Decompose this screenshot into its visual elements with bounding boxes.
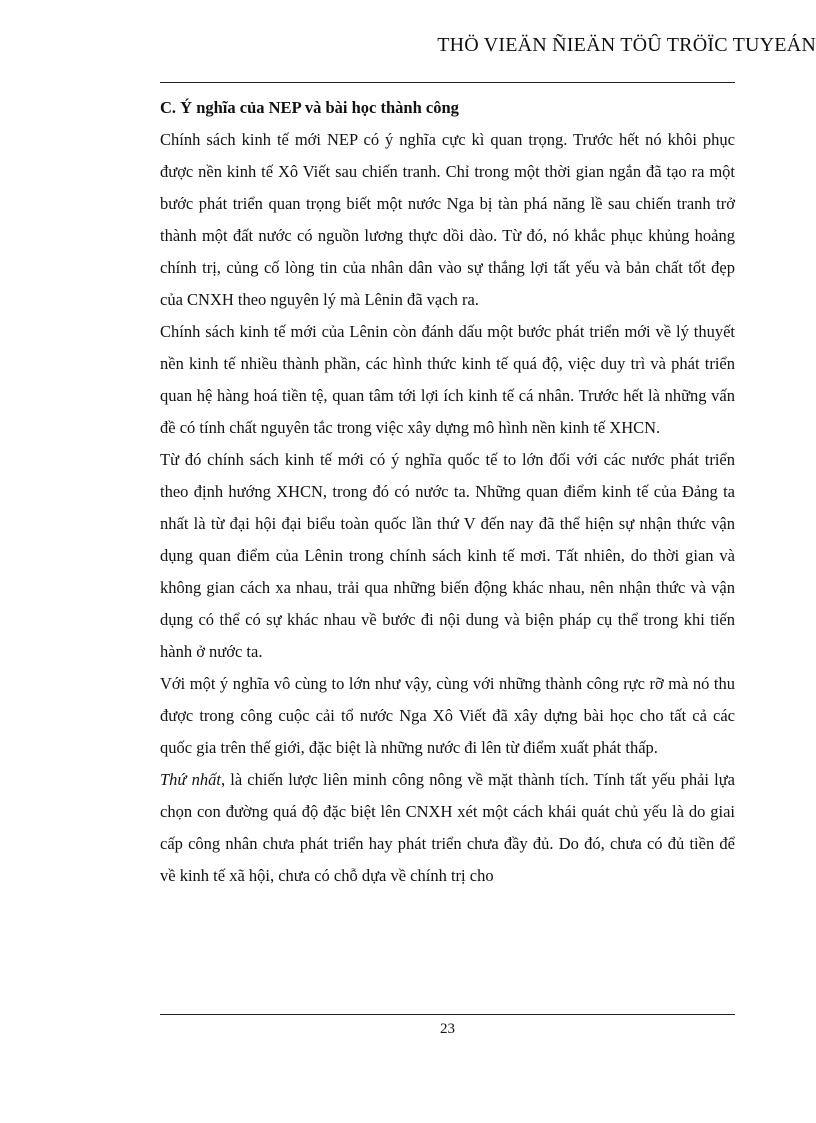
page-number: 23	[440, 1021, 455, 1037]
paragraph-4: Với một ý nghĩa vô cùng to lớn như vậy, cùng với những thành công rực rỡ mà nó thu được trong công cuộc cải tổ nước Nga Xô Viết đã xây dựng bài học cho tất cả các quốc gia trên thế giới, đặc biệt là những nước đi lên từ điểm xuất phát thấp.	[160, 674, 735, 757]
paragraph-3: Từ đó chính sách kinh tế mới có ý nghĩa quốc tế to lớn đối với các nước phát triển theo định hướng XHCN, trong đó có nước ta. Những quan điểm kinh tế của Đảng ta nhất là từ đại hội đại biểu toàn quốc lần thứ V đến nay đã thể hiện sự nhận thức vận dụng quan điểm của Lênin trong chính sách kinh tế mơi. Tất nhiên, do thời gian và không gian cách xa nhau, trải qua những biến động khác nhau, nên nhận thức và vận dụng có thể có sự khác nhau về bước đi nội dung và biện pháp cụ thể trong khi tiến hành ở nước ta.	[160, 450, 735, 661]
paragraph-1: Chính sách kinh tế mới NEP có ý nghĩa cực kì quan trọng. Trước hết nó khôi phục được nền kinh tế Xô Viết sau chiến tranh. Chỉ trong một thời gian ngắn đã tạo ra một bước phát triển quan trọng biết một nước Nga bị tàn phá năng lề sau chiến tranh trở thành một đất nước có nguồn lương thực dồi dào. Từ đó, nó khắc phục khủng hoảng chính trị, củng cố lòng tin của nhân dân vào sự thắng lợi tất yếu và bản chất tốt đẹp của CNXH theo nguyên lý mà Lênin đã vạch ra.	[160, 130, 735, 309]
footer-rule	[160, 1014, 735, 1015]
page-body	[160, 92, 735, 892]
paragraph-5	[160, 764, 735, 892]
running-header: THÖ VIEÄN ÑIEÄN TÖÛ TRÖÏC TUYEÁN	[437, 34, 816, 56]
paragraph-2: Chính sách kinh tế mới của Lênin còn đánh dấu một bước phát triển mới về lý thuyết nền kinh tế nhiều thành phần, các hình thức kinh tế quá độ, việc duy trì và phát triển quan hệ hàng hoá tiền tệ, quan tâm tới lợi ích kinh tế cá nhân. Trước hết là những vấn đề có tính chất nguyên tắc trong việc xây dựng mô hình nền kinh tế XHCN.	[160, 322, 735, 437]
section-heading: C. Ý nghĩa của NEP và bài học thành công	[160, 98, 459, 117]
paragraph-5-lead: Thứ nhất	[160, 770, 221, 789]
paragraph-5-text: , là chiến lược liên minh công nông về mặt thành tích. Tính tất yếu phải lựa chọn con đường quá độ đặc biệt lên CNXH xét một cách khái quát chủ yếu là do giai cấp công nhân chưa phát triển hay phát triển chưa đầy đủ. Do đó, chưa có đủ tiền để về kinh tế xã hội, chưa có chỗ dựa về chính trị cho	[160, 770, 735, 885]
header-rule	[160, 82, 735, 83]
